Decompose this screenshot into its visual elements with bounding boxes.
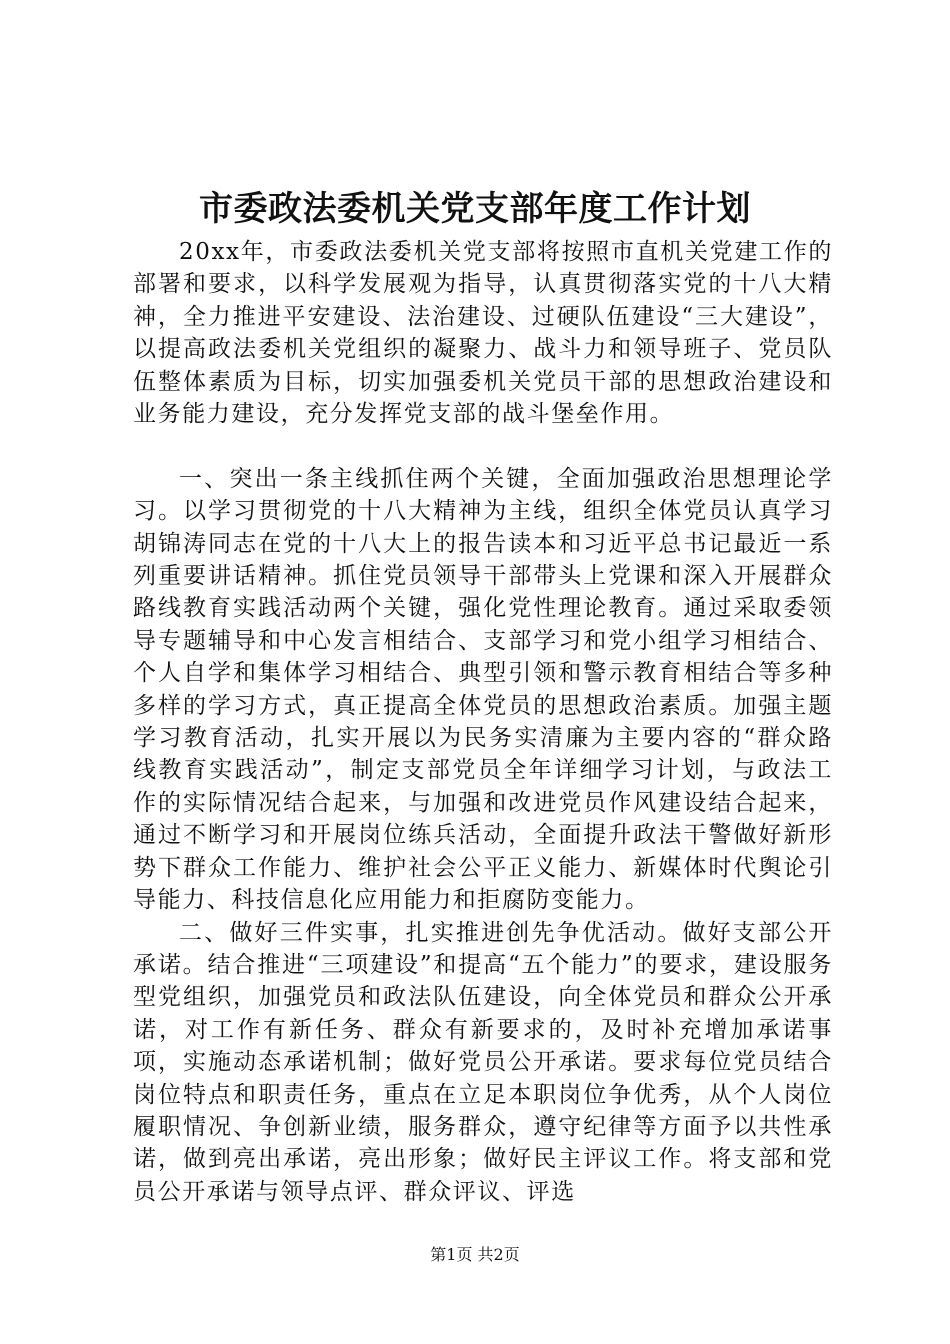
section-two-paragraph: 二、做好三件实事，扎实推进创先争优活动。做好支部公开承诺。结合推进“三项建设”和提高“五个能力”的要求，建设服务型党组织，加强党员和政法队伍建设，向全体党员和群众公开承诺，对工作有新任务、群众有新要求的，及时补充增加承诺事项，实施动态承诺机制；做好党员公开承诺。要求每位党员结合岗位特点和职责任务，重点在立足本职岗位争优秀，从个人岗位履职情况、争创新业绩，服务群众，遵守纪律等方面予以共性承诺，做到亮出承诺，亮出形象；做好民主评议工作。将支部和党员公开承诺与领导点评、群众评议、评选 [133,919,833,1205]
document-title: 市委政法委机关党支部年度工作计划 [199,189,751,229]
document-body [133,236,833,1208]
section-one-paragraph: 一、突出一条主线抓住两个关键，全面加强政治思想理论学习。以学习贯彻党的十八大精神为主线，组织全体党员认真学习胡锦涛同志在党的十八大上的报告读本和习近平总书记最近一系列重要讲话精神。抓住党员领导干部带头上党课和深入开展群众路线教育实践活动两个关键，强化党性理论教育。通过采取委领导专题辅导和中心发言相结合、支部学习和党小组学习相结合、个人自学和集体学习相结合、典型引领和警示教育相结合等多种多样的学习方式，真正提高全体党员的思想政治素质。加强主题学习教育活动，扎实开展以为民务实清廉为主要内容的“群众路线教育实践活动”，制定支部党员全年详细学习计划，与政法工作的实际情况结合起来，与加强和改进党员作风建设结合起来，通过不断学习和开展岗位练兵活动，全面提升政法干警做好新形势下群众工作能力、维护社会公平正义能力、新媒体时代舆论引导能力、科技信息化应用能力和拒腐防变能力。 [133,465,833,914]
page-number-footer: 第1页 共2页 [430,1245,520,1264]
intro-paragraph: 20xx年，市委政法委机关党支部将按照市直机关党建工作的部署和要求，以科学发展观为指导，认真贯彻落实党的十八大精神，全力推进平安建设、法治建设、过硬队伍建设“三大建设”，以提高政法委机关党组织的凝聚力、战斗力和领导班子、党员队伍整体素质为目标，切实加强委机关党员干部的思想政治建设和业务能力建设，充分发挥党支部的战斗堡垒作用。 [133,239,833,428]
